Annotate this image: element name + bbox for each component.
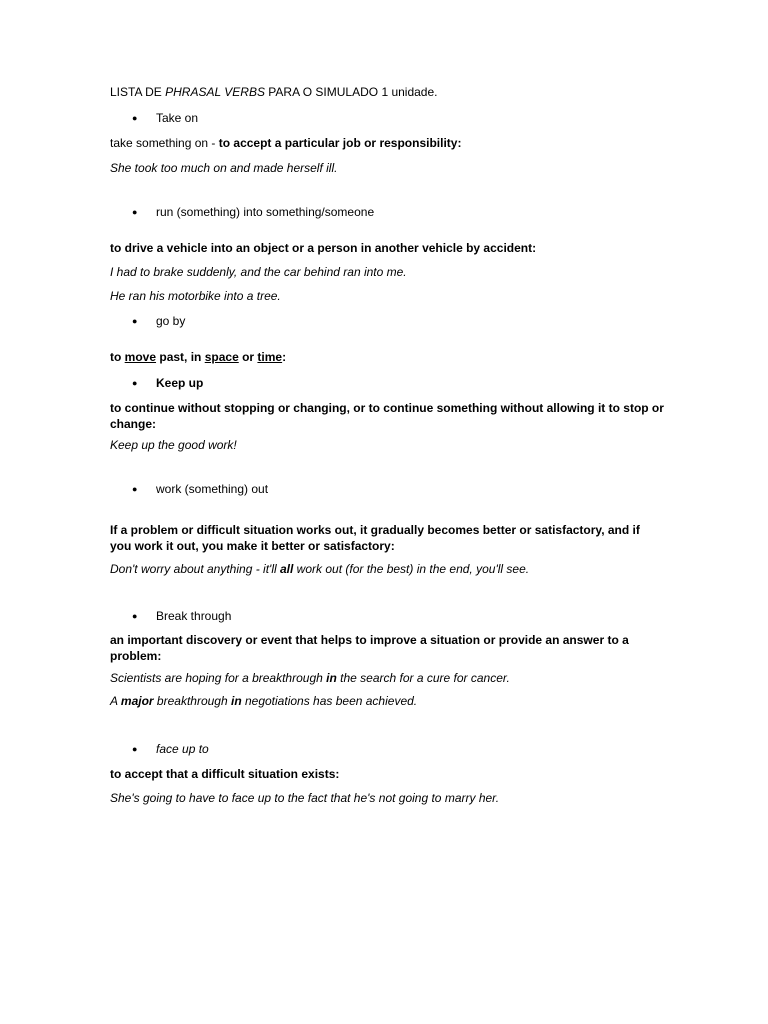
- definition-part: past, in: [156, 350, 205, 364]
- definition-prefix: take something on -: [110, 136, 219, 150]
- list-item-work-out: [132, 481, 268, 497]
- entry-heading: Keep up: [156, 376, 204, 390]
- title-suffix: PARA O SIMULADO 1 unidade.: [264, 85, 438, 99]
- bullet-icon: ●: [132, 113, 138, 123]
- example-break-through-2: [110, 693, 417, 709]
- example-part: breakthrough: [153, 694, 231, 708]
- link-move[interactable]: move: [124, 350, 157, 364]
- list-item-take-on: [132, 110, 198, 126]
- list-item-face-up-to: [132, 741, 209, 757]
- example-part: Don't worry about anything - it'll: [110, 562, 280, 576]
- example-part: work out (for the best) in the end, you'll see.: [293, 562, 530, 576]
- title-prefix: LISTA DE: [110, 85, 166, 99]
- bullet-icon: ●: [132, 378, 138, 388]
- example-run-into-1: I had to brake suddenly, and the car behind ran into me.: [110, 265, 407, 279]
- definition-part: or: [238, 350, 258, 364]
- example-emphasis: in: [230, 694, 242, 708]
- example-emphasis: all: [280, 562, 294, 576]
- page-title: [110, 84, 438, 100]
- definition-face-up-to: to accept that a difficult situation exists:: [110, 767, 340, 781]
- bullet-icon: ●: [132, 316, 138, 326]
- bullet-icon: ●: [132, 484, 138, 494]
- bullet-icon: ●: [132, 207, 138, 217]
- list-item-go-by: [132, 313, 185, 329]
- example-work-out: [110, 561, 529, 577]
- example-part: negotiations has been achieved.: [241, 694, 418, 708]
- definition-take-on: [110, 135, 461, 151]
- title-italic: PHRASAL VERBS: [165, 85, 265, 99]
- definition-part: to: [110, 350, 125, 364]
- entry-heading: go by: [156, 314, 186, 328]
- definition-go-by: [110, 349, 286, 365]
- example-take-on: She took too much on and made herself ill.: [110, 161, 338, 175]
- example-emphasis: major: [120, 694, 154, 708]
- link-space[interactable]: space: [204, 350, 239, 364]
- entry-heading: run (something) into something/someone: [156, 205, 375, 219]
- definition-text: to accept a particular job or responsibility:: [218, 136, 462, 150]
- definition-break-through: an important discovery or event that helps to improve a situation or provide an answer to a problem:: [110, 633, 629, 663]
- definition-keep-up: to continue without stopping or changing, or to continue something without allowing it to stop or change:: [110, 401, 664, 431]
- list-item-break-through: [132, 608, 231, 624]
- example-break-through-1: [110, 670, 510, 686]
- link-time[interactable]: time: [257, 350, 283, 364]
- definition-run-into: to drive a vehicle into an object or a person in another vehicle by accident:: [110, 241, 537, 255]
- entry-heading: Break through: [156, 609, 232, 623]
- entry-heading: Take on: [156, 111, 199, 125]
- example-face-up-to: She's going to have to face up to the fact that he's not going to marry her.: [110, 791, 500, 805]
- example-run-into-2: He ran his motorbike into a tree.: [110, 289, 281, 303]
- bullet-icon: ●: [132, 744, 138, 754]
- example-keep-up: Keep up the good work!: [110, 438, 237, 452]
- example-part: the search for a cure for cancer.: [336, 671, 510, 685]
- definition-part: :: [282, 350, 287, 364]
- definition-work-out: If a problem or difficult situation works out, it gradually becomes better or satisfactory, and if you work it out, you make it better or satisfactory:: [110, 523, 640, 553]
- bullet-icon: ●: [132, 611, 138, 621]
- list-item-run-into: [132, 204, 374, 220]
- list-item-keep-up: [132, 375, 203, 391]
- example-part: A: [110, 694, 121, 708]
- entry-heading: work (something) out: [156, 482, 269, 496]
- entry-heading: face up to: [156, 742, 209, 756]
- example-emphasis: in: [326, 671, 337, 685]
- example-part: Scientists are hoping for a breakthrough: [110, 671, 327, 685]
